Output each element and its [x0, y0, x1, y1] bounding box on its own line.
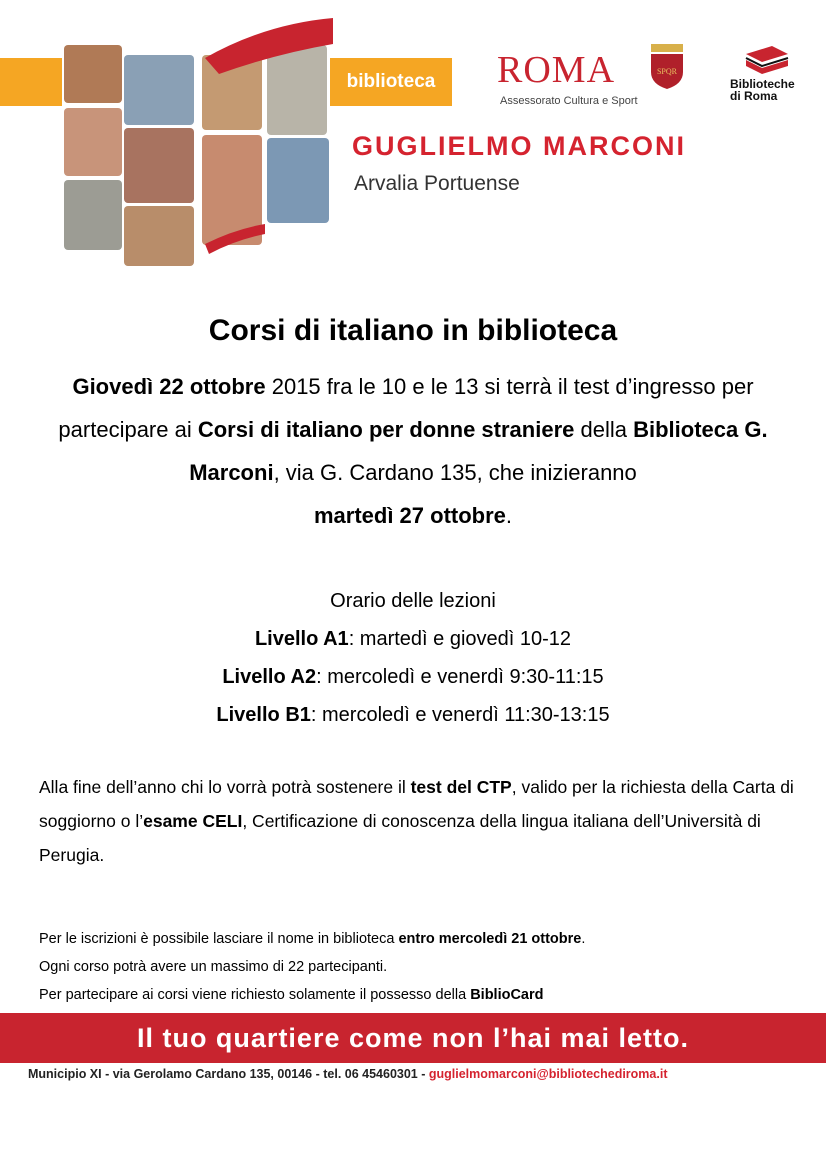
- registration-line: Per le iscrizioni è possibile lasciare il nome in biblioteca entro mercoledì 21 ottobre.: [39, 931, 586, 947]
- registration-line: Ogni corso potrà avere un massimo di 22 partecipanti.: [39, 959, 388, 975]
- red-wing-decoration: [195, 14, 335, 254]
- intro-paragraph: Giovedì 22 ottobre 2015 fra le 10 e le 13 si terrà il test d’ingresso per partecipare ai Corsi di italiano per donne straniere della Biblioteca G. Marconi, via G. Cardano 135, che inizieranno martedì 27 ottobre.: [58, 374, 768, 528]
- photo-tile: [124, 206, 194, 266]
- schedule: [0, 582, 826, 734]
- photo-tile: [64, 180, 122, 250]
- footer-email-link[interactable]: guglielmomarconi@bibliotechediroma.it: [428, 1067, 668, 1081]
- books-icon: [742, 44, 792, 78]
- footer-address: Municipio XI - via Gerolamo Cardano 135, 00146 - tel. 06 45460301 -: [28, 1067, 429, 1081]
- photo-tile: [64, 45, 122, 103]
- footer-contact: [28, 1067, 667, 1081]
- exam-paragraph: Alla fine dell’anno chi lo vorrà potrà sostenere il test del CTP, valido per la richiesta della Carta di soggiorno o l’esame CELI, Certificazione di conoscenza della lingua italiana dell’Università di Perugia.: [39, 777, 794, 865]
- library-name: GUGLIELMO MARCONI: [352, 131, 686, 161]
- orange-bar-decoration: [0, 58, 62, 106]
- schedule-level-b1: Livello B1: mercoledì e venerdì 11:30-13:15: [216, 704, 610, 726]
- svg-text:SPQR: SPQR: [656, 67, 678, 76]
- page-title: Corsi di italiano in biblioteca: [208, 314, 618, 347]
- schedule-level-a2: Livello A2: mercoledì e venerdì 9:30-11:15: [222, 666, 604, 688]
- photo-tile: [124, 55, 194, 125]
- photo-tile: [124, 128, 194, 203]
- schedule-heading: Orario delle lezioni: [330, 590, 496, 612]
- district-name: Arvalia Portuense: [354, 172, 520, 195]
- roma-logo-text: ROMA: [497, 49, 616, 91]
- roma-shield-icon: [647, 42, 687, 90]
- roma-subtitle: Assessorato Cultura e Sport: [500, 95, 638, 107]
- photo-tile: [64, 108, 122, 176]
- slogan-banner: Il tuo quartiere come non l’hai mai letto.: [0, 1013, 826, 1063]
- registration-line: Per partecipare ai corsi viene richiesto solamente il possesso della BiblioCard: [39, 987, 544, 1003]
- registration-info: [39, 925, 799, 1009]
- biblioteche-di-roma-logo: Biblioteche di Roma: [730, 77, 795, 103]
- schedule-level-a1: Livello A1: martedì e giovedì 10-12: [254, 628, 572, 650]
- biblioteca-label: biblioteca: [330, 58, 452, 106]
